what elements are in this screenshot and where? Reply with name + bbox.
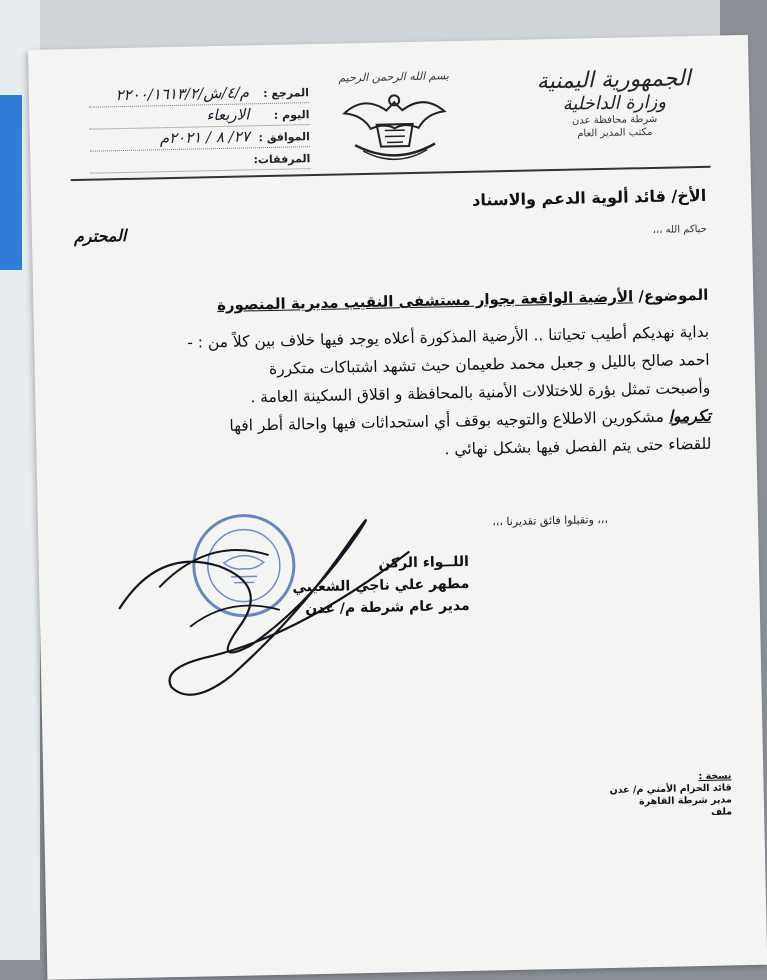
recipient: الأخ/ قائد ألوية الدعم والاسناد [471,185,707,210]
letterhead-ministry: وزارة الداخلية [562,91,667,115]
copy-item: قائد الحزام الأمني م/ عدن [609,782,732,796]
body-line: مشكورين الاطلاع والتوجيه بوقف أي استحداثات فيها واحالة أطر افها [229,407,665,435]
body-line: بداية نهديكم أطيب تحياتنا .. الأرضية المذكورة أعلاه يوجد فيها خلاف بين كلاً من : - [187,322,710,352]
signatory-rank: اللــواء الركن [378,553,469,572]
copies-title: نسخة : [698,770,732,783]
letterhead-republic: الجمهورية اليمنية [536,66,692,95]
reference-label: المرجع : [263,86,310,101]
closing-line: ،،، وتقبلوا فائق تقديرنا ،،، [492,512,609,529]
subject-text: الأرضية الواقعة بجوار مستشفى النقيب مديرية المنصورة [216,287,634,315]
body-line: وأصبحت تمثل بؤرة للاختلالات الأمنية بالمحافظة و اقلاق السكينة العامة . [250,378,711,407]
greeting: حياكم الله ،،، [652,223,708,236]
copy-item: مدير شرطة القاهرة [638,794,732,808]
copies-block [561,770,732,822]
reference-block [89,84,311,177]
reference-value: م/٤/ش/٢٢٠٠/١٦١٣/٢ [115,83,250,105]
body-line: احمد صالح بالليل و جعبل محمد طعيمان حيث تشهد اشتباكات متكررة [268,350,710,379]
date-row [90,128,310,152]
basmala: بسم الله الرحمن الرحيم [338,69,450,85]
day-row [89,106,309,130]
respected-salutation: المحترم [73,225,127,247]
body-line: للقضاء حتى يتم الفصل فيها بشكل نهائي . [444,434,712,459]
letterhead-office: مكتب المدير العام [577,126,653,140]
day-label: اليوم : [273,108,310,122]
letterhead [529,66,700,142]
attachments-row [90,150,310,174]
subject-line [88,286,708,317]
subject-label: الموضوع/ [638,285,709,306]
date-value: ٢٧/ ٨ / ٢٠٢١م [159,127,251,148]
date-label: الموافق : [258,130,311,145]
attachments-label: المرفقات: [253,152,311,167]
letter-page [28,35,767,980]
background-blue-folder [0,95,22,270]
signatory-title: مدير عام شرطة م/ عدن [305,597,470,618]
body-lead-word: تكرموا [668,406,711,426]
signatory-name: مطهر علي ناجي الشعيبي [292,575,470,596]
day-value: الاربعاء [206,105,250,125]
handwritten-signature-icon [97,472,432,719]
reference-row [89,84,309,108]
letterhead-police: شرطة محافظة عدن [571,113,658,127]
eagle-emblem-icon [334,83,456,165]
letter-body [84,318,712,471]
copy-item: ملف [710,806,733,818]
